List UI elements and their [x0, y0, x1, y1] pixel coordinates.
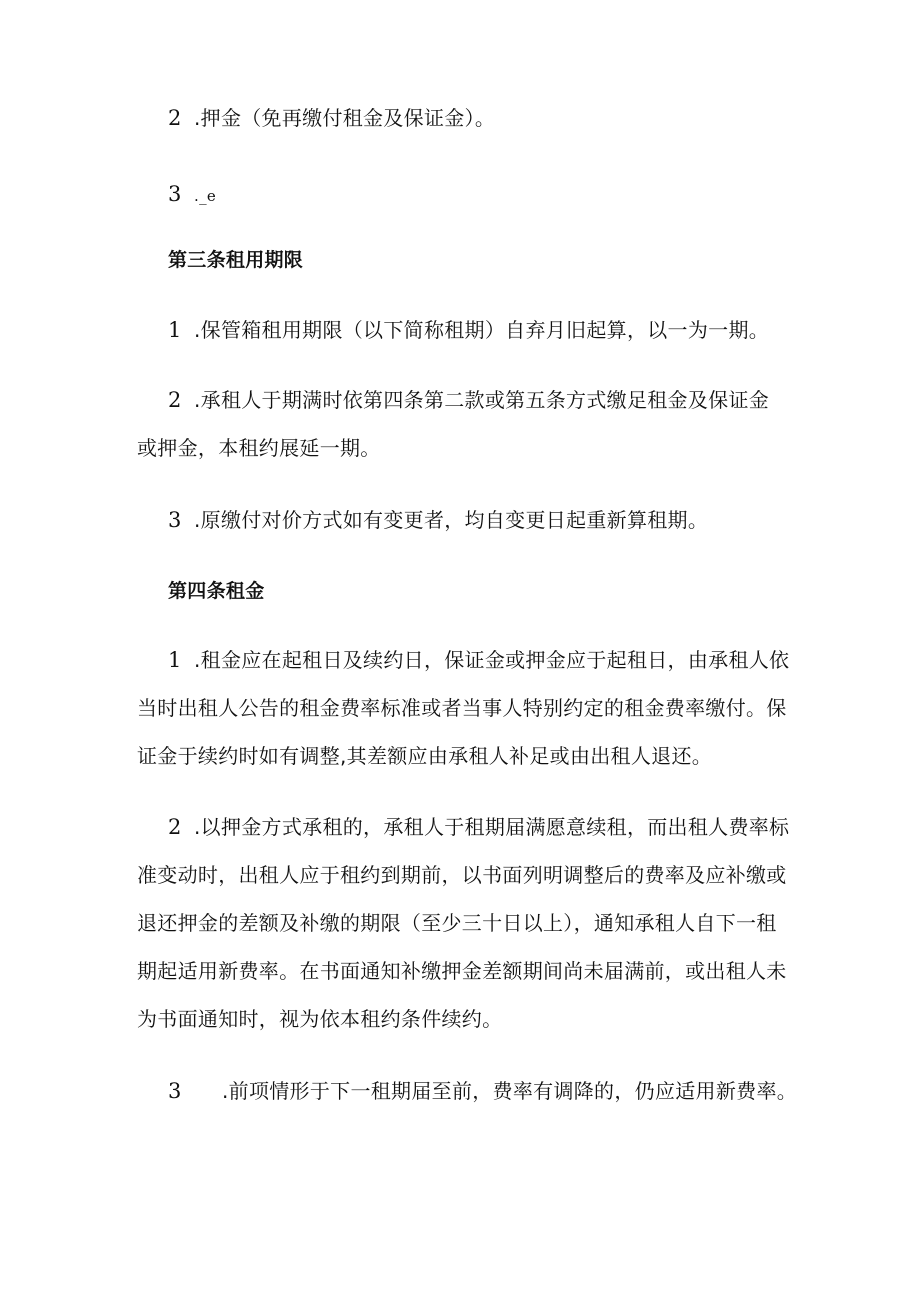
item-text: .承租人于期满时依第四条第二款或第五条方式缴足租金及保证金: [194, 388, 770, 412]
article-4-item-3: [168, 1077, 797, 1105]
item-text: .租金应在起租日及续约日，保证金或押金应于起租日，由承租人依: [194, 648, 790, 672]
article-4-item-1-cont: 当时出租人公告的租金费率标准或者当事人特别约定的租金费率缴付。保: [137, 696, 787, 720]
item-number: 2: [168, 106, 182, 130]
item-number: 1: [168, 648, 182, 672]
article-4-item-2: [168, 813, 789, 841]
item-number: 3: [168, 182, 182, 206]
article-4-item-2-cont: 准变动时，出租人应于租约到期前，以书面列明调整后的费率及应补缴或: [137, 863, 787, 887]
article-3-item-2: [168, 386, 769, 414]
item-text: .保管箱租用期限（以下简称租期）自弃月旧起算，以一为一期。: [194, 318, 770, 342]
item-text: .前项情形于下一租期届至前，费率有调降的，仍应适用新费率。: [222, 1079, 798, 1103]
article-3-heading: 第三条租用期限: [168, 249, 304, 271]
article-4-item-1: [168, 646, 789, 674]
article-3-item-3: [168, 506, 708, 534]
item-number: 1: [168, 318, 182, 342]
item-text: ._e: [194, 187, 217, 205]
item-number: 3: [168, 1079, 182, 1103]
article-4-item-2-cont: 为书面通知时，视为依本租约条件续约。: [137, 1007, 503, 1031]
item-text: .以押金方式承租的，承租人于租期届满愿意续租，而出租人费率标: [194, 815, 790, 839]
article-4-item-2-cont: 退还押金的差额及补缴的期限（至少三十日以上），通知承租人自下一租: [137, 911, 777, 935]
item-number: 3: [168, 508, 182, 532]
item-number: 2: [168, 815, 182, 839]
item-text: .押金（免再缴付租金及保证金）。: [194, 106, 496, 130]
article-4-item-2-cont: 期起适用新费率。在书面通知补缴押金差额期间尚未届满前，或出租人未: [137, 959, 787, 983]
item-number: 2: [168, 388, 182, 412]
article-4-heading: 第四条租金: [168, 580, 265, 602]
clause-3-blank: [168, 180, 216, 210]
article-3-item-1: [168, 316, 769, 344]
clause-2-deposit: [168, 104, 495, 132]
article-4-item-1-cont: 证金于续约时如有调整,其差额应由承租人补足或由出租人退还。: [137, 744, 713, 768]
article-3-item-2-cont: 或押金，本租约展延一期。: [137, 436, 381, 460]
item-text: .原缴付对价方式如有变更者，均自变更日起重新算租期。: [194, 508, 709, 532]
